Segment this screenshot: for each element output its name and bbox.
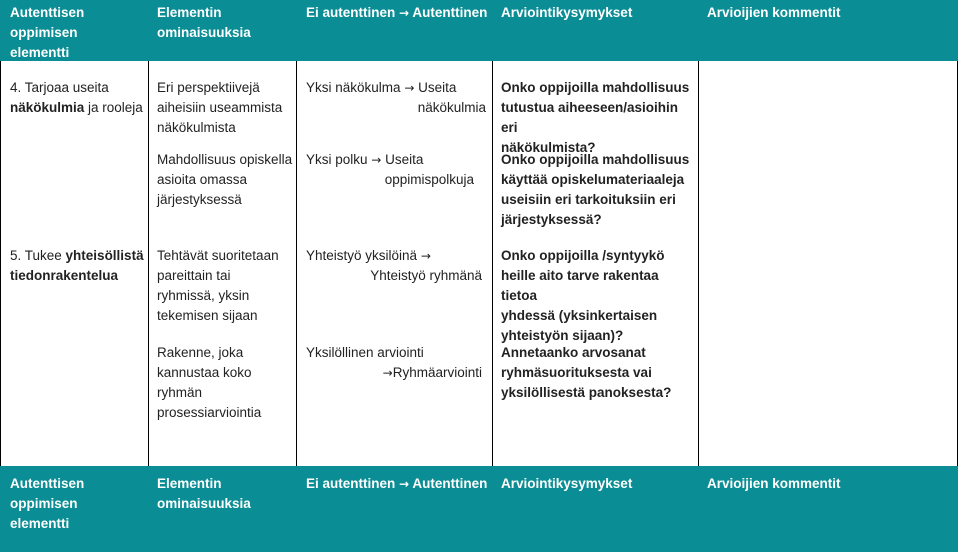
row-question-cell (501, 246, 697, 346)
element-text-bold: yhteisöllistä (65, 248, 144, 263)
header-col-element-line: elementti (10, 516, 70, 531)
row-scale-cell (306, 246, 482, 286)
header-col-element-line: oppimisen (10, 496, 78, 511)
header-col-element-line: oppimisen (10, 25, 78, 40)
column-divider (698, 61, 699, 466)
arrow-right-icon: → (371, 153, 382, 167)
feature-line: ryhmissä, yksin (157, 288, 250, 303)
scale-to: Yhteistyö ryhmänä (370, 268, 482, 283)
feature-line: aiheisiin useammista (157, 100, 283, 115)
feature-line: pareittain tai (157, 268, 231, 283)
question-line: järjestyksessä? (501, 212, 602, 227)
question-line: yhdessä (yksinkertaisen (501, 308, 658, 323)
row-element-cell (10, 78, 145, 118)
header-col-features-line: ominaisuuksia (157, 496, 251, 511)
row-element-cell (10, 246, 145, 286)
scale-to: Useita (418, 80, 457, 95)
header-scale-left: Ei autenttinen (306, 476, 396, 491)
question-line: heille aito tarve rakentaa tietoa (501, 268, 659, 303)
question-line: näkökulmista? (501, 140, 596, 155)
question-line: yhteistyön sijaan)? (501, 328, 624, 343)
header-col-comments (707, 471, 957, 532)
feature-line: Mahdollisuus opiskella (157, 152, 293, 167)
element-text: ja rooleja (84, 100, 143, 115)
header-col-questions (501, 0, 701, 61)
feature-line: tekemisen sijaan (157, 308, 258, 323)
row-feature-cell (157, 78, 295, 138)
question-line: tutustua aiheeseen/asioihin eri (501, 100, 679, 135)
header-col-features (157, 471, 297, 532)
row-scale-cell (306, 150, 474, 190)
feature-line: Tehtävät suoritetaan (157, 248, 279, 263)
header-col-element-line: elementti (10, 45, 70, 60)
scale-to: oppimispolkuja (384, 172, 474, 187)
question-line: käyttää opiskelumateriaaleja (501, 172, 685, 187)
header-col-element (10, 0, 145, 61)
table-header-top (0, 0, 958, 61)
header-scale-left: Ei autenttinen (306, 5, 396, 20)
scale-to: näkökulmia (417, 100, 486, 115)
arrow-right-icon: → (399, 477, 410, 491)
header-col-features-line: ominaisuuksia (157, 25, 251, 40)
arrow-right-icon: → (404, 81, 415, 95)
row-scale-cell (306, 343, 482, 383)
feature-line: näkökulmista (157, 120, 236, 135)
scale-from: Yksi polku (306, 152, 368, 167)
column-divider (957, 61, 958, 466)
header-col-questions-label: Arviointikysymykset (501, 476, 633, 491)
header-col-questions-label: Arviointikysymykset (501, 5, 633, 20)
column-divider (296, 61, 297, 466)
header-col-element-line: Autenttisen (10, 476, 85, 491)
scale-from: Yhteistyö yksilöinä (306, 248, 418, 263)
question-line: Annetaanko arvosanat (501, 345, 646, 360)
question-line: useisiin eri tarkoituksiin eri (501, 192, 676, 207)
feature-line: asioita omassa (157, 172, 248, 187)
header-col-comments-label: Arvioijien kommentit (707, 5, 841, 20)
header-col-scale (306, 0, 496, 61)
arrow-right-icon: → (420, 249, 431, 263)
question-line: Onko oppijoilla mahdollisuus (501, 152, 690, 167)
question-line: Onko oppijoilla /syntyykö (501, 248, 665, 263)
header-col-scale (306, 471, 496, 532)
row-question-cell (501, 343, 697, 403)
element-text: 4. Tarjoaa useita (10, 80, 109, 95)
scale-from: Yksi näkökulma (306, 80, 401, 95)
header-scale-right: Autenttinen (412, 476, 488, 491)
question-line: yksilöllisestä panoksesta? (501, 385, 672, 400)
scale-to: Ryhmäarviointi (392, 365, 482, 380)
element-text: 5. Tukee (10, 248, 66, 263)
row-question-cell (501, 78, 697, 158)
feature-line: järjestyksessä (157, 192, 242, 207)
element-text-bold: näkökulmia (10, 100, 85, 115)
header-col-comments-label: Arvioijien kommentit (707, 476, 841, 491)
header-col-features-line: Elementin (157, 476, 222, 491)
column-divider (492, 61, 493, 466)
arrow-right-icon: → (399, 6, 410, 20)
arrow-right-icon: → (382, 366, 393, 380)
question-line: ryhmäsuorituksesta vai (501, 365, 652, 380)
row-feature-cell (157, 246, 295, 326)
header-scale-right: Autenttinen (412, 5, 488, 20)
scale-from: Yksilöllinen arviointi (306, 345, 424, 360)
feature-line: Rakenne, joka (157, 345, 244, 360)
column-divider (148, 61, 149, 466)
feature-line: Eri perspektiivejä (157, 80, 260, 95)
row-feature-cell (157, 343, 295, 423)
header-col-element-line: Autenttisen (10, 5, 85, 20)
header-col-features (157, 0, 297, 61)
row-feature-cell (157, 150, 295, 210)
element-text-bold: tiedonrakentelua (10, 268, 119, 283)
header-col-comments (707, 0, 957, 61)
question-line: Onko oppijoilla mahdollisuus (501, 80, 690, 95)
feature-line: kannustaa koko (157, 365, 252, 380)
feature-line: prosessiarviointia (157, 405, 262, 420)
column-divider (0, 61, 1, 466)
header-col-element (10, 471, 145, 532)
row-scale-cell (306, 78, 486, 118)
scale-to: Useita (385, 152, 424, 167)
row-question-cell (501, 150, 697, 230)
header-col-questions (501, 471, 701, 532)
feature-line: ryhmän (157, 385, 203, 400)
header-col-features-line: Elementin (157, 5, 222, 20)
table-header-bottom (0, 466, 958, 552)
